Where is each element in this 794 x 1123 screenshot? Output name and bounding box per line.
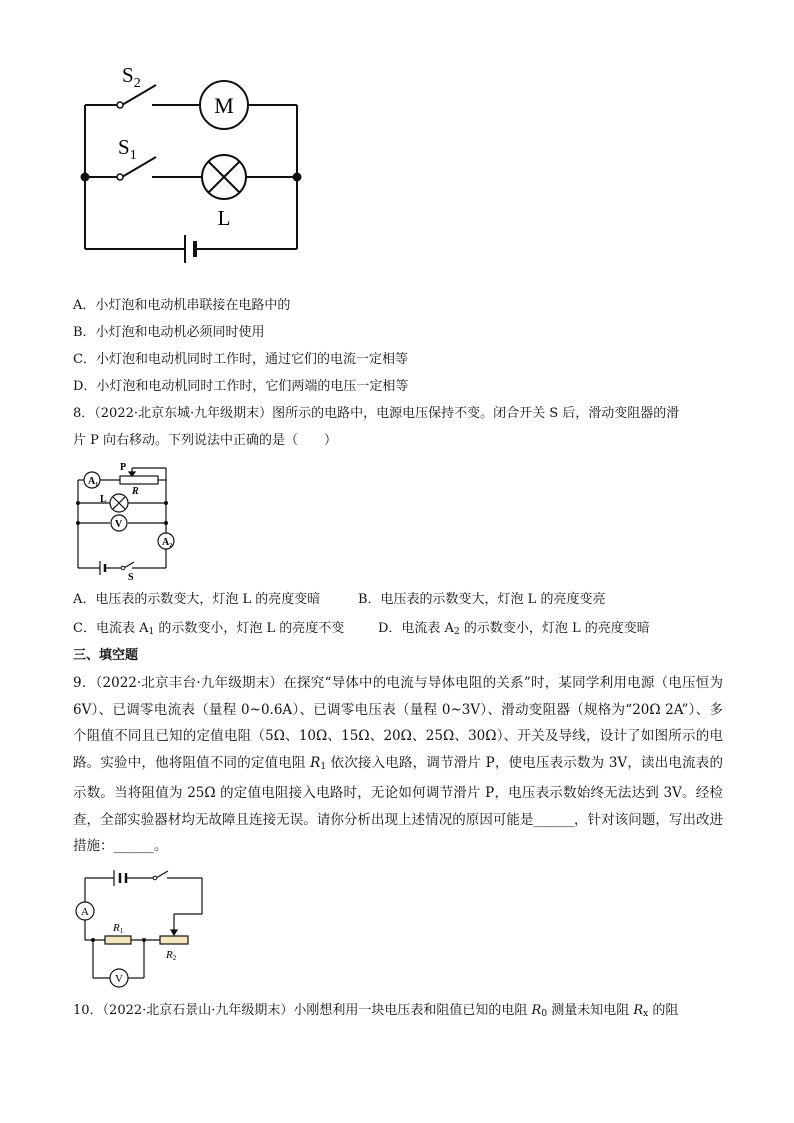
q10-pre: 10．（2022·北京石景山·九年级期末）小刚想利用一块电压表和阻值已知的电阻 [73, 1003, 532, 1018]
label-v: V [115, 973, 123, 985]
q8-option-b: B．电压表的示数变大，灯泡 L 的亮度变亮 [358, 592, 606, 607]
q8-option-ab [73, 591, 320, 609]
label-s2: S [122, 63, 134, 87]
label-lamp: L [217, 206, 231, 230]
label-motor: M [214, 93, 234, 118]
figure-q8-circuit [70, 458, 190, 583]
q10-r0-sub: 0 [541, 1009, 548, 1019]
resistor-r1 [105, 936, 131, 944]
label-r: R [132, 486, 139, 497]
q7-option-a: A．小灯泡和电动机串联接在电路中的 [73, 298, 291, 313]
label-a: A [81, 906, 89, 918]
q8-option-c-sub: 1 [148, 627, 155, 637]
q10-post: 的阻 [648, 1003, 679, 1018]
switch-s2 [117, 102, 123, 108]
q7-option-b: B．小灯泡和电动机必须同时使用 [73, 325, 265, 340]
rheostat-r2 [160, 936, 188, 944]
section-heading-fill-in: 三、填空题 [73, 648, 139, 663]
lamp-symbol [202, 155, 246, 199]
q8-option-d-sub: 2 [453, 627, 460, 637]
q10-rx: R [633, 1003, 644, 1018]
label-a1: A [88, 476, 96, 487]
q8-option-d-pre: D．电流表 A [378, 621, 454, 636]
q8-option-c-pre: C．电流表 A [73, 621, 149, 636]
junction-right [293, 173, 302, 182]
q7-option-c: C．小灯泡和电动机同时工作时，通过它们的电流一定相等 [73, 352, 408, 367]
label-s: S [128, 572, 134, 583]
label-r1: R [113, 922, 120, 934]
q8-option-c [73, 620, 344, 641]
q8-option-c-post: 的示数变小，灯泡 L 的亮度不变 [154, 621, 345, 636]
q10-question [73, 1002, 678, 1023]
q7-option-d: D．小灯泡和电动机同时工作时，它们两端的电压一定相等 [73, 379, 409, 394]
q8-option-d-post: 的示数变小，灯泡 L 的亮度变暗 [459, 621, 650, 636]
q9-r1-sub: 1 [320, 761, 327, 772]
label-s1-sub: 1 [129, 148, 137, 163]
q8-option-d [378, 620, 650, 641]
junction-left [81, 173, 90, 182]
label-r1-sub: 1 [119, 927, 124, 935]
q8-question-line1: 8．（2022·北京东城·九年级期末）图所示的电路中，电源电压保持不变。闭合开关 S 后，滑动变阻器的滑 [73, 406, 680, 421]
label-r2: R [166, 949, 173, 961]
q9-paragraph [73, 670, 723, 860]
svg-text:R2 [165, 949, 177, 962]
q10-r0: R [531, 1003, 542, 1018]
q9-r1: R [310, 754, 321, 771]
label-a1-sub: 1 [95, 482, 99, 488]
label-p: P [120, 462, 127, 473]
lamp-l [110, 494, 128, 512]
svg-text:S1 [118, 135, 137, 163]
q9-text-part2: 依次接入电路，调节滑片 P，使电压表示数为 3V，读出电流表的示数。当将阻值为 25Ω 的定值电阻接入电路时，无论如何调节滑片 P，电压表示数始终无法达到 3V。经检查，全部实验器材均无故障且连接无误。请你分析出现上述情况的原因可能是______，针对该问题，写出改进措施：______。 [73, 754, 723, 854]
battery-symbol [185, 235, 195, 263]
label-r2-sub: 2 [172, 954, 177, 962]
rheostat-r [120, 476, 158, 484]
q8-option-a: A．电压表的示数变大，灯泡 L 的亮度变暗 [73, 592, 321, 607]
label-a2-sub: 2 [169, 543, 173, 549]
label-s1: S [118, 135, 130, 159]
q10-mid: 测量未知电阻 [547, 1003, 634, 1018]
label-l: L [100, 494, 107, 505]
label-v: V [115, 519, 123, 530]
figure-motor-lamp-circuit [60, 55, 320, 275]
label-s2-sub: 2 [133, 76, 141, 91]
q9-text-part1: 9．（2022·北京丰台·九年级期末）在探究“导体中的电流与导体电阻的关系”时，某同学利用电源（电压恒为 6V）、已调零电流表（量程 0~0.6A）、已调零电压表（量程 0~3V）、滑动变阻器（规格为“20Ω 2A”）、多个阻值不同且已知的定值电阻（5Ω、10Ω、15Ω、20Ω、25Ω、30Ω）、开关及导线，设计了如图所示的电路。实验中，他将阻值不同的定值电阻 [73, 675, 723, 771]
svg-text:R1 [112, 922, 124, 935]
q8-question-line2: 片 P 向右移动。下列说法中正确的是（ ） [73, 433, 338, 448]
figure-q9-circuit [70, 864, 220, 994]
label-a2: A [162, 537, 170, 548]
q10-rx-sub: x [643, 1009, 649, 1019]
switch-s1 [117, 174, 123, 180]
svg-text:S2 [122, 63, 141, 91]
